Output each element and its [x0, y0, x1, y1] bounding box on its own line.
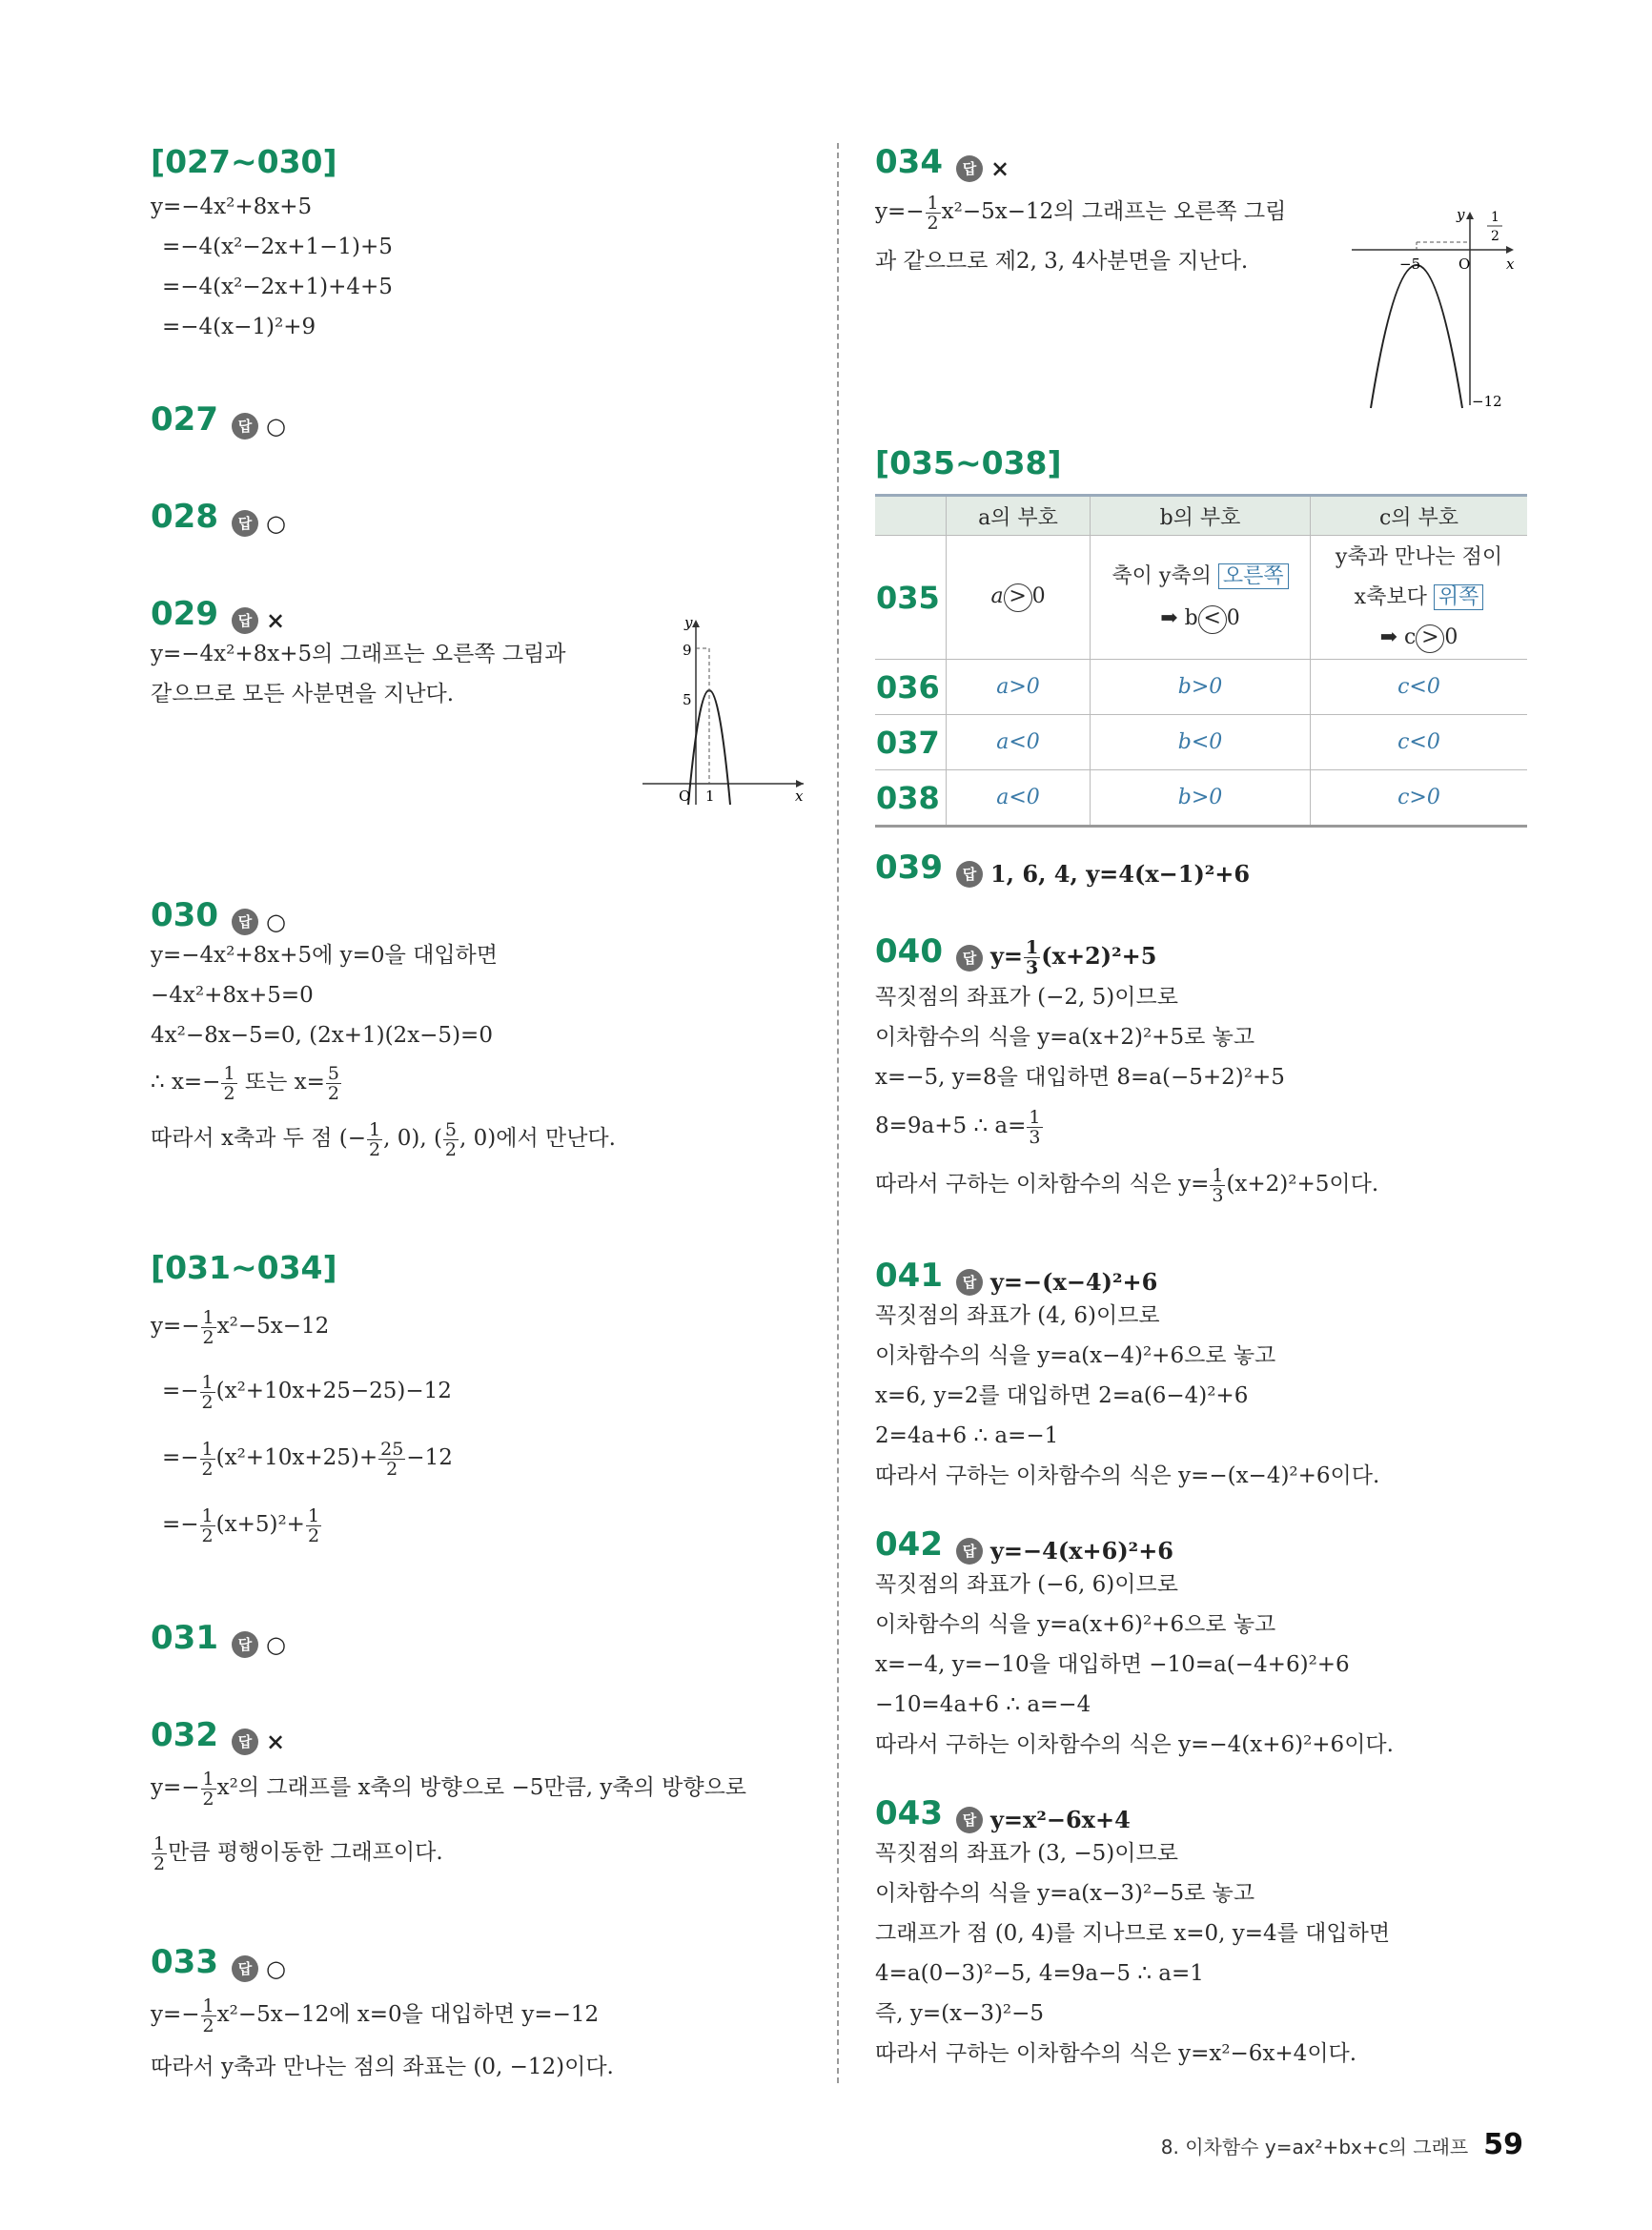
cell-b: 축이 y축의 오른쪽 ➡ b < 0: [1091, 536, 1311, 660]
explanation-line: 따라서 구하는 이차함수의 식은 y=x²−6x+4이다.: [875, 2041, 1357, 2066]
fraction: $\frac{1}{3}$: [1212, 1164, 1224, 1206]
page-footer: [1161, 2128, 1523, 2161]
answer: ○: [265, 908, 286, 935]
explanation-line: y=−4x²+8x+5의 그래프는 오른쪽 그림과: [151, 642, 566, 666]
work-line: =− $\frac{1}{2}$ (x²+10x+25)+ $\frac{25}{2}$ −12: [162, 1438, 453, 1480]
answer-badge: 답: [956, 945, 983, 972]
explanation-line: 이차함수의 식을 y=a(x−4)²+6으로 놓고: [875, 1343, 1276, 1368]
chapter-title: 8. 이차함수 y=ax²+bx+c의 그래프: [1160, 2136, 1469, 2158]
problem-number: 042: [875, 1525, 943, 1564]
cell-c: y축과 만나는 점이 x축보다 위쪽 ➡ c > 0: [1311, 536, 1528, 660]
x-axis-label: x: [1506, 256, 1515, 273]
answer: ○: [265, 509, 286, 537]
problem-029: [151, 595, 808, 805]
problem-number: 039: [875, 849, 943, 887]
problem-042: [875, 1525, 1533, 1765]
header-cell: c의 부호: [1311, 496, 1528, 536]
y-tick-5: 5: [683, 691, 692, 708]
text: , 0), (: [383, 1126, 442, 1151]
explanation-line: $\frac{1}{2}$ 만큼 평행이동한 그래프이다.: [153, 1832, 443, 1874]
fraction: $\frac{1}{2}$: [201, 1371, 214, 1413]
fraction: $\frac{1}{2}$: [202, 1306, 214, 1348]
explanation-line: −4x²+8x+5=0: [151, 983, 314, 1008]
explanation-line: 4x²−8x−5=0, (2x+1)(2x−5)=0: [151, 1023, 493, 1048]
problem-number: 032: [151, 1716, 218, 1754]
problem-041: [875, 1257, 1533, 1496]
work-line: =−4(x−1)²+9: [162, 315, 316, 339]
problem-number: 040: [875, 932, 943, 971]
explanation-line: 4=a(0−3)²−5, 4=9a−5 ∴ a=1: [875, 1961, 1204, 1986]
explanation-line: 꼭짓점의 좌표가 (−6, 6)이므로: [875, 1572, 1178, 1597]
parabola-graph-029: [637, 614, 808, 809]
explanation-line: 같으므로 모든 사분면을 지난다.: [151, 682, 455, 706]
problem-033: [151, 1943, 808, 2087]
answer-badge: 답: [232, 607, 258, 634]
problem-number: 043: [875, 1794, 943, 1832]
explanation-line: 이차함수의 식을 y=a(x+2)²+5로 놓고: [875, 1025, 1255, 1050]
fraction: $\frac{1}{3}$: [1029, 1106, 1041, 1148]
explanation-line: 따라서 구하는 이차함수의 식은 y=−(x−4)²+6이다.: [875, 1463, 1380, 1488]
explanation-line: 이차함수의 식을 y=a(x−3)²−5로 놓고: [875, 1881, 1255, 1906]
y-tick-9: 9: [683, 642, 692, 659]
answer-badge: 답: [956, 155, 983, 182]
answer: y= $\frac{1}{3}$ (x+2)²+5: [989, 937, 1157, 978]
fraction: $\frac{25}{2}$: [380, 1438, 404, 1480]
cell-c: c<0: [1311, 715, 1528, 770]
explanation-line: 그래프가 점 (0, 4)를 지나므로 x=0, y=4를 대입하면: [875, 1921, 1391, 1946]
answer: y=x²−6x+4: [989, 1806, 1131, 1833]
answer: ○: [265, 1630, 286, 1658]
problem-032: [151, 1716, 808, 1885]
problem-number: 028: [151, 498, 218, 536]
header-cell: [875, 496, 947, 536]
explanation-line: 따라서 구하는 이차함수의 식은 y=−4(x+6)²+6이다.: [875, 1732, 1394, 1757]
explanation-line: 2=4a+6 ∴ a=−1: [875, 1423, 1059, 1448]
table-row: [875, 536, 1527, 660]
problem-number: 033: [151, 1943, 218, 1981]
explanation-line: 따라서 y축과 만나는 점의 좌표는 (0, −12)이다.: [151, 2055, 614, 2079]
completing-square-work-2: [151, 1295, 453, 1558]
cell-b: b<0: [1091, 715, 1311, 770]
cell-a: a>0: [947, 660, 1091, 715]
coefficient-sign-table: [875, 494, 1527, 828]
fraction: $\frac{1}{2}$: [307, 1504, 320, 1546]
fraction: $\frac{5}{2}$: [327, 1062, 339, 1104]
cell-b: b>0: [1091, 660, 1311, 715]
fraction: $\frac{1}{2}$: [153, 1832, 166, 1874]
explanation-line: 이차함수의 식을 y=a(x+6)²+6으로 놓고: [875, 1612, 1276, 1637]
fraction: $\frac{1}{3}$: [1026, 937, 1039, 978]
explanation-line: 꼭짓점의 좌표가 (−2, 5)이므로: [875, 985, 1178, 1010]
page-number: 59: [1483, 2128, 1523, 2161]
problem-number: 031: [151, 1619, 218, 1657]
answer: y=−(x−4)²+6: [989, 1268, 1158, 1296]
answer-badge: 답: [232, 909, 258, 935]
problem-027: [151, 400, 808, 440]
fraction: $\frac{1}{2}$: [201, 1504, 214, 1546]
text: , 0)에서 만난다.: [459, 1126, 616, 1151]
y-tick-half-den: 2: [1491, 229, 1499, 244]
cell-c: c<0: [1311, 660, 1528, 715]
explanation-line: y=− $\frac{1}{2}$ x²−5x−12의 그래프는 오른쪽 그림: [875, 192, 1287, 234]
x-tick-neg5: −5: [1399, 256, 1421, 273]
problem-028: [151, 498, 808, 537]
answer: 1, 6, 4, y=4(x−1)²+6: [989, 860, 1251, 888]
explanation-line: x=−5, y=8을 대입하면 8=a(−5+2)²+5: [875, 1065, 1285, 1090]
explanation-line: 꼭짓점의 좌표가 (4, 6)이므로: [875, 1303, 1160, 1328]
cell-b: b>0: [1091, 770, 1311, 827]
fraction: $\frac{1}{2}$: [201, 1438, 214, 1480]
work-line: y=−4x²+8x+5: [151, 194, 313, 219]
answer-badge: 답: [956, 861, 983, 888]
answer: ○: [265, 412, 286, 440]
problem-number: 034: [875, 143, 943, 181]
y-axis-label: y: [1457, 206, 1465, 223]
answer-badge: 답: [232, 413, 258, 440]
work-line: =− $\frac{1}{2}$ (x²+10x+25−25)−12: [162, 1371, 452, 1413]
explanation-line: 과 같으므로 제2, 3, 4사분면을 지난다.: [875, 249, 1249, 274]
explanation-line: 즉, y=(x−3)²−5: [875, 2001, 1045, 2026]
section-heading-035-038: [035~038]: [875, 444, 1062, 481]
cell-c: c>0: [1311, 770, 1528, 827]
explanation-line: [151, 1055, 808, 1109]
parabola-graph-034: [1352, 200, 1523, 415]
answer-badge: 답: [956, 1269, 983, 1296]
problem-number: 030: [151, 896, 218, 934]
answer: y=−4(x+6)²+6: [989, 1537, 1173, 1565]
header-cell: b의 부호: [1091, 496, 1311, 536]
explanation-line: y=− $\frac{1}{2}$ x²의 그래프를 x축의 방향으로 −5만큼, y축의 방향으로: [151, 1768, 747, 1810]
section-heading-031-034: [031~034]: [151, 1249, 337, 1286]
fraction: $\frac{5}{2}$: [444, 1118, 458, 1160]
row-number: 038: [875, 770, 947, 827]
text: ∴ x=−: [151, 1070, 221, 1095]
problem-030: [151, 896, 808, 1168]
explanation-line: x=−4, y=−10을 대입하면 −10=a(−4+6)²+6: [875, 1652, 1350, 1677]
answer-badge: 답: [232, 1631, 258, 1658]
problem-043: [875, 1794, 1533, 2074]
explanation-line: 8=9a+5 ∴ a= $\frac{1}{3}$: [875, 1106, 1041, 1148]
problem-number: 027: [151, 400, 218, 439]
explanation-line: y=−4x²+8x+5에 y=0을 대입하면: [151, 943, 498, 968]
fraction: $\frac{1}{2}$: [202, 1768, 214, 1810]
answer-badge: 답: [956, 1807, 983, 1833]
text: 또는 x=: [237, 1070, 325, 1095]
cell-a: a<0: [947, 770, 1091, 827]
row-number: 035: [875, 536, 947, 660]
y-axis-label: y: [684, 614, 693, 631]
x-tick-1: 1: [705, 788, 715, 805]
explanation-line: x=6, y=2를 대입하면 2=a(6−4)²+6: [875, 1383, 1249, 1408]
work-line: y=− $\frac{1}{2}$ x²−5x−12: [151, 1306, 330, 1348]
work-line: =− $\frac{1}{2}$ (x+5)²+ $\frac{1}{2}$: [162, 1504, 320, 1546]
answer-badge: 답: [232, 1729, 258, 1755]
explanation-line: 따라서 구하는 이차함수의 식은 y= $\frac{1}{3}$ (x+2)²+5이다.: [875, 1164, 1379, 1206]
row-number: 037: [875, 715, 947, 770]
table-row: [875, 660, 1527, 715]
table-row: [875, 715, 1527, 770]
explanation-line: [151, 1109, 808, 1168]
origin-label: O: [679, 788, 691, 805]
fraction: $\frac{1}{2}$: [369, 1118, 381, 1160]
answer: ×: [265, 606, 286, 634]
problem-number: 029: [151, 595, 218, 633]
problem-034: [875, 143, 1533, 410]
work-line: =−4(x²−2x+1−1)+5: [162, 235, 393, 259]
explanation-line: −10=4a+6 ∴ a=−4: [875, 1692, 1091, 1717]
explanation-line: y=− $\frac{1}{2}$ x²−5x−12에 x=0을 대입하면 y=−12: [151, 1995, 600, 2036]
problem-number: 041: [875, 1257, 943, 1295]
header-cell: a의 부호: [947, 496, 1091, 536]
section-heading-027-030: [027~030]: [151, 143, 337, 180]
text: 따라서 x축과 두 점 (−: [151, 1126, 366, 1151]
answer-badge: 답: [232, 1955, 258, 1982]
column-divider: [837, 143, 839, 2083]
cell-a: a<0: [947, 715, 1091, 770]
table-header-row: [875, 496, 1527, 536]
problem-031: [151, 1619, 808, 1658]
y-tick-half-num: 1: [1491, 210, 1499, 225]
problem-039: [875, 849, 1533, 888]
fraction: $\frac{1}{2}$: [927, 192, 939, 234]
origin-label: O: [1458, 256, 1471, 273]
answer: ○: [265, 1954, 286, 1982]
answer: ×: [989, 154, 1010, 182]
row-number: 036: [875, 660, 947, 715]
fraction: $\frac{1}{2}$: [202, 1995, 214, 2036]
table-row: [875, 770, 1527, 827]
work-line: =−4(x²−2x+1)+4+5: [162, 275, 393, 299]
answer: ×: [265, 1728, 286, 1755]
cell-a: a > 0: [947, 536, 1091, 660]
answer-badge: 답: [956, 1538, 983, 1565]
x-axis-label: x: [795, 788, 804, 805]
answer-badge: 답: [232, 510, 258, 537]
fraction: $\frac{1}{2}$: [223, 1062, 235, 1104]
completing-square-work: [151, 187, 393, 347]
explanation-line: 꼭짓점의 좌표가 (3, −5)이므로: [875, 1841, 1178, 1866]
problem-040: [875, 932, 1533, 1214]
y-tick-neg12: −12: [1472, 393, 1502, 410]
